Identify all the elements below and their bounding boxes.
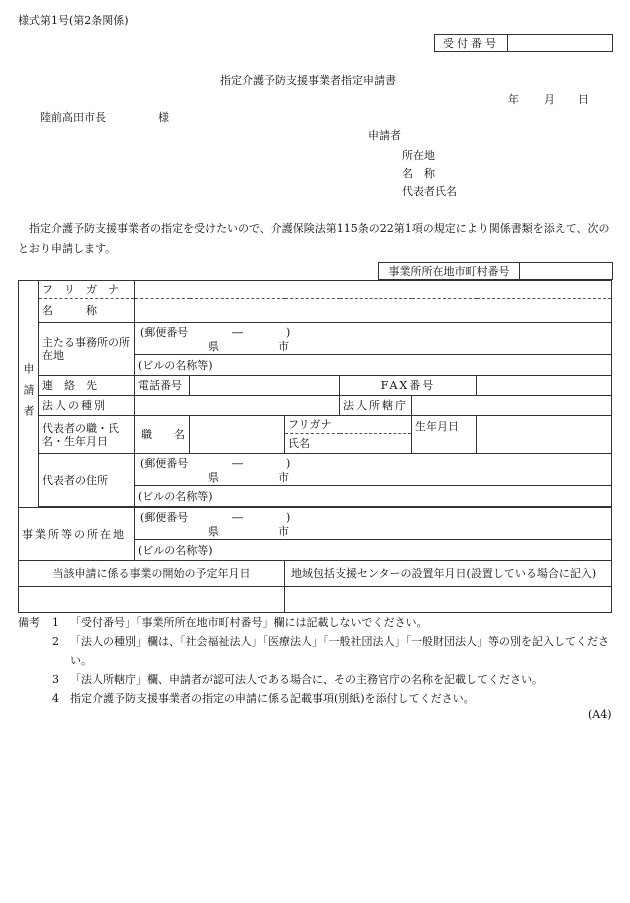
contact-label: 連 絡 先 bbox=[39, 376, 135, 396]
applicant-name-label: 名 称 bbox=[402, 167, 435, 180]
note-item: 4 指定介護予防支援事業者の指定の申請に係る記載事項(別紙)を添付してください。 bbox=[52, 692, 475, 705]
business-building-field[interactable]: (ビルの名称等) bbox=[135, 540, 612, 561]
receipt-number-label: 受付番号 bbox=[435, 35, 508, 52]
document-title: 指定介護予防支援事業者指定申請書 bbox=[220, 74, 396, 87]
business-address-label: 事業所等の所在地 bbox=[19, 508, 135, 561]
corp-authority-field[interactable] bbox=[412, 396, 612, 416]
receipt-number-field[interactable] bbox=[508, 35, 613, 52]
name-label: 名 称 bbox=[39, 299, 135, 323]
furigana-label: フ リ ガ ナ bbox=[39, 281, 135, 299]
start-date-field[interactable] bbox=[19, 587, 285, 613]
applicant-heading: 申請者 bbox=[368, 129, 401, 142]
applicant-location-label: 所在地 bbox=[402, 149, 435, 162]
office-address-label: 主たる事務所の所在地 bbox=[39, 323, 135, 376]
rep-address-field[interactable]: (郵便番号 ― ) 県 市 bbox=[135, 454, 612, 486]
phone-label: 電話番号 bbox=[135, 376, 190, 396]
intro-paragraph bbox=[18, 219, 613, 259]
birth-date-label: 生年月日 bbox=[412, 416, 477, 454]
job-title-label: 職 名 bbox=[135, 416, 190, 454]
receipt-number-box bbox=[434, 34, 613, 52]
applicant-side-label: 申請者 bbox=[19, 281, 39, 508]
birth-date-field[interactable] bbox=[477, 416, 612, 454]
paper-size-label: (A4) bbox=[588, 708, 612, 721]
corp-type-label: 法人の種別 bbox=[39, 396, 135, 416]
recipient-name: 陸前高田市長 bbox=[40, 111, 106, 124]
municipal-number-box bbox=[378, 262, 613, 280]
date-year: 年 bbox=[508, 93, 519, 106]
note-item: 3 「法人所轄庁」欄、申請者が認可法人である場合に、その主務官庁の名称を記載してください。 bbox=[52, 673, 543, 686]
municipal-number-label: 事業所所在地市町村番号 bbox=[379, 263, 520, 280]
recipient-honorific: 様 bbox=[158, 111, 169, 124]
phone-field[interactable] bbox=[190, 376, 340, 396]
business-address-field[interactable]: (郵便番号 ― ) 県 市 bbox=[135, 508, 612, 540]
rep-building-field[interactable]: (ビルの名称等) bbox=[135, 486, 612, 507]
fax-label: FAX番号 bbox=[340, 376, 477, 396]
application-table bbox=[18, 280, 612, 613]
rep-address-label: 代表者の住所 bbox=[39, 454, 135, 507]
corp-type-field[interactable] bbox=[135, 396, 340, 416]
note-item: 2 「法人の種別」欄は、「社会福祉法人」「医療法人」「一般社団法人」「一般財団法人」等の別を記入してください。 bbox=[52, 635, 609, 667]
office-address-field[interactable]: (郵便番号 ― ) 県 市 bbox=[135, 323, 612, 355]
rep-label: 代表者の職・氏名・生年月日 bbox=[39, 416, 135, 454]
date-month: 月 bbox=[544, 93, 555, 106]
name-field[interactable] bbox=[135, 299, 612, 323]
center-date-label: 地域包括支援センターの設置年月日(設置している場合に記入) bbox=[285, 561, 612, 587]
municipal-number-field[interactable] bbox=[520, 263, 613, 280]
start-date-label: 当該申請に係る事業の開始の予定年月日 bbox=[19, 561, 285, 587]
date-day: 日 bbox=[578, 93, 589, 106]
notes-section bbox=[18, 613, 618, 708]
corp-authority-label: 法人所轄庁 bbox=[340, 396, 412, 416]
center-date-field[interactable] bbox=[285, 587, 612, 613]
applicant-representative-label: 代表者氏名 bbox=[402, 185, 457, 198]
notes-label: 備考 bbox=[18, 616, 40, 629]
form-number-label: 様式第1号(第2条関係) bbox=[18, 14, 129, 27]
intro-text: 指定介護予防支援事業者の指定を受けたいので、介護保険法第115条の22第1項の規定により関係書類を添えて、次のとおり申請します。 bbox=[18, 222, 610, 255]
note-item: 備考 1 「受付番号」「事業所所在地市町村番号」欄には記載しないでください。 bbox=[18, 613, 618, 632]
fax-field[interactable] bbox=[477, 376, 612, 396]
rep-furigana: フリガナ bbox=[285, 416, 412, 434]
rep-name[interactable]: 氏名 bbox=[285, 434, 412, 454]
furigana-field[interactable] bbox=[135, 281, 612, 299]
job-title-field[interactable] bbox=[190, 416, 285, 454]
office-building-field[interactable]: (ビルの名称等) bbox=[135, 355, 612, 376]
